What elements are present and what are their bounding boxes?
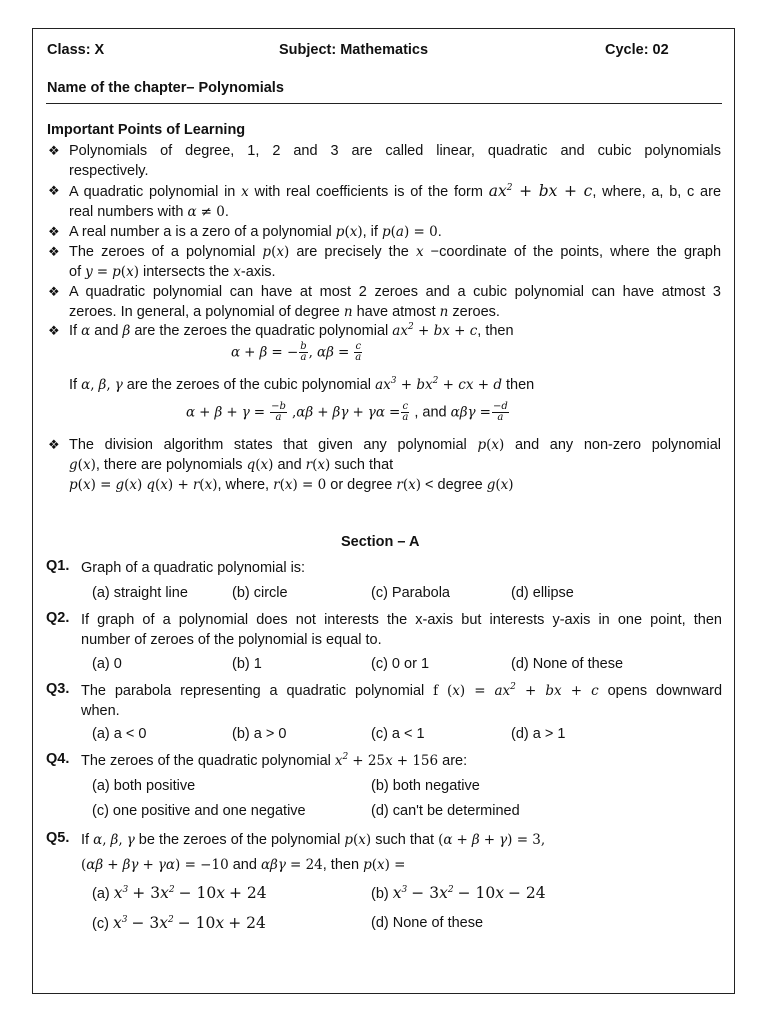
subject-label: Subject: Mathematics [279,42,429,58]
q1-option-b: (b) circle [232,585,288,601]
q5-option-d: (d) None of these [371,915,484,931]
point-2: A quadratic polynomial in x with real coefficients is of the form $ax^2$ + bx + c, where, a, b, c are real numbers with α ≠ 0. [69,182,722,220]
bullet-icon: ❖ [48,183,60,198]
q3-option-c: (c) a < 1 [371,726,425,742]
point-8: The division algorithm states that given any polynomial p(x) and any non-zero polynomial g(x), there are polynomials q(x) and r(x) such that p(x) = g(x) q(x) + r(x), where, r(x) = 0 or degree r(x) < degree g(x) [69,437,722,493]
header-divider [46,103,722,104]
class-label: Class: X [47,42,105,58]
cycle-label: Cycle: 02 [605,42,669,58]
cubic-relations: α + β + γ = $\frac{-b}{a}$ ,αβ + βγ + γα = $\frac{c}{a}$ , and αβγ = $\frac{-d}{a}$ [186,401,508,423]
question-number: Q3. [46,681,70,697]
point-3: A real number a is a zero of a polynomial p(x), if p(a) = 0. [69,224,442,240]
quadratic-relations: α + β = − $\frac{b}{a}$ , αβ = $\frac{c}{a}$ [231,341,362,363]
q5-option-a: (a) $x^3 + 3x^2 - 10x + 24$ [92,884,267,902]
q2-option-a: (a) 0 [92,656,122,672]
point-6: If α and β are the zeroes the quadratic polynomial $ax^2$ + bx + c, then [69,322,514,339]
section-title: Section – A [341,534,420,550]
question-2-text: If graph of a polynomial does not interests the x-axis but interests y-axis in one point, then number of zeroes of the polynomial is equal to. [81,612,722,648]
bullet-icon: ❖ [48,143,60,158]
q2-option-b: (b) 1 [232,656,262,672]
point-4: The zeroes of a polynomial p(x) are precisely the x −coordinate of the points, where the graph of y = p(x) intersects the x-axis. [69,244,722,280]
bullet-icon: ❖ [48,437,60,452]
learning-heading: Important Points of Learning [47,122,246,138]
q2-option-d: (d) None of these [511,656,624,672]
bullet-icon: ❖ [48,284,60,299]
question-number: Q5. [46,830,70,846]
bullet-icon: ❖ [48,323,60,338]
question-3-text: The parabola representing a quadratic polynomial f $(x) = ax^2$ + bx + c opens downward when. [81,682,723,719]
bullet-icon: ❖ [48,224,60,239]
bullet-icon: ❖ [48,244,60,259]
question-number: Q4. [46,751,70,767]
q1-option-a: (a) straight line [92,585,188,601]
q1-option-d: (d) ellipse [511,585,574,601]
q3-option-b: (b) a > 0 [232,726,287,742]
question-5-text: If α, β, γ be the zeroes of the polynomial p(x) such that (α + β + γ) = 3, [81,832,546,848]
chapter-label: Name of the chapter– Polynomials [47,80,284,96]
question-number: Q2. [46,610,70,626]
q5-option-b: (b) $x^3 - 3x^2 - 10x - 24$ [371,884,546,902]
point-5: A quadratic polynomial can have at most 2 zeroes and a cubic polynomial can have atmost 3 zeroes. In general, a polynomial of degree n have atmost n zeroes. [69,284,721,320]
point-7: If α, β, γ are the zeroes of the cubic polynomial $ax^3 + bx^2$ + cx + d then [69,376,535,393]
q4-option-d: (d) can't be determined [371,803,520,819]
q3-option-a: (a) a < 0 [92,726,147,742]
q1-option-c: (c) Parabola [371,585,450,601]
question-number: Q1. [46,558,70,574]
q5-option-c: (c) $x^3 - 3x^2 - 10x + 24$ [92,914,266,932]
question-1-text: Graph of a quadratic polynomial is: [81,560,306,576]
q3-option-d: (d) a > 1 [511,726,566,742]
q4-option-a: (a) both positive [92,778,196,794]
question-4-text: The zeroes of the quadratic polynomial $x^2 + 25x + 156$ are: [81,752,468,769]
q4-option-b: (b) both negative [371,778,480,794]
point-1: Polynomials of degree, 1, 2 and 3 are called linear, quadratic and cubic polynomials respectively. [69,143,721,179]
q2-option-c: (c) 0 or 1 [371,656,430,672]
q4-option-c: (c) one positive and one negative [92,803,306,819]
question-5-text-line-2: (αβ + βγ + γα) = −10 and αβγ = 24, then p(x) = [81,857,406,873]
